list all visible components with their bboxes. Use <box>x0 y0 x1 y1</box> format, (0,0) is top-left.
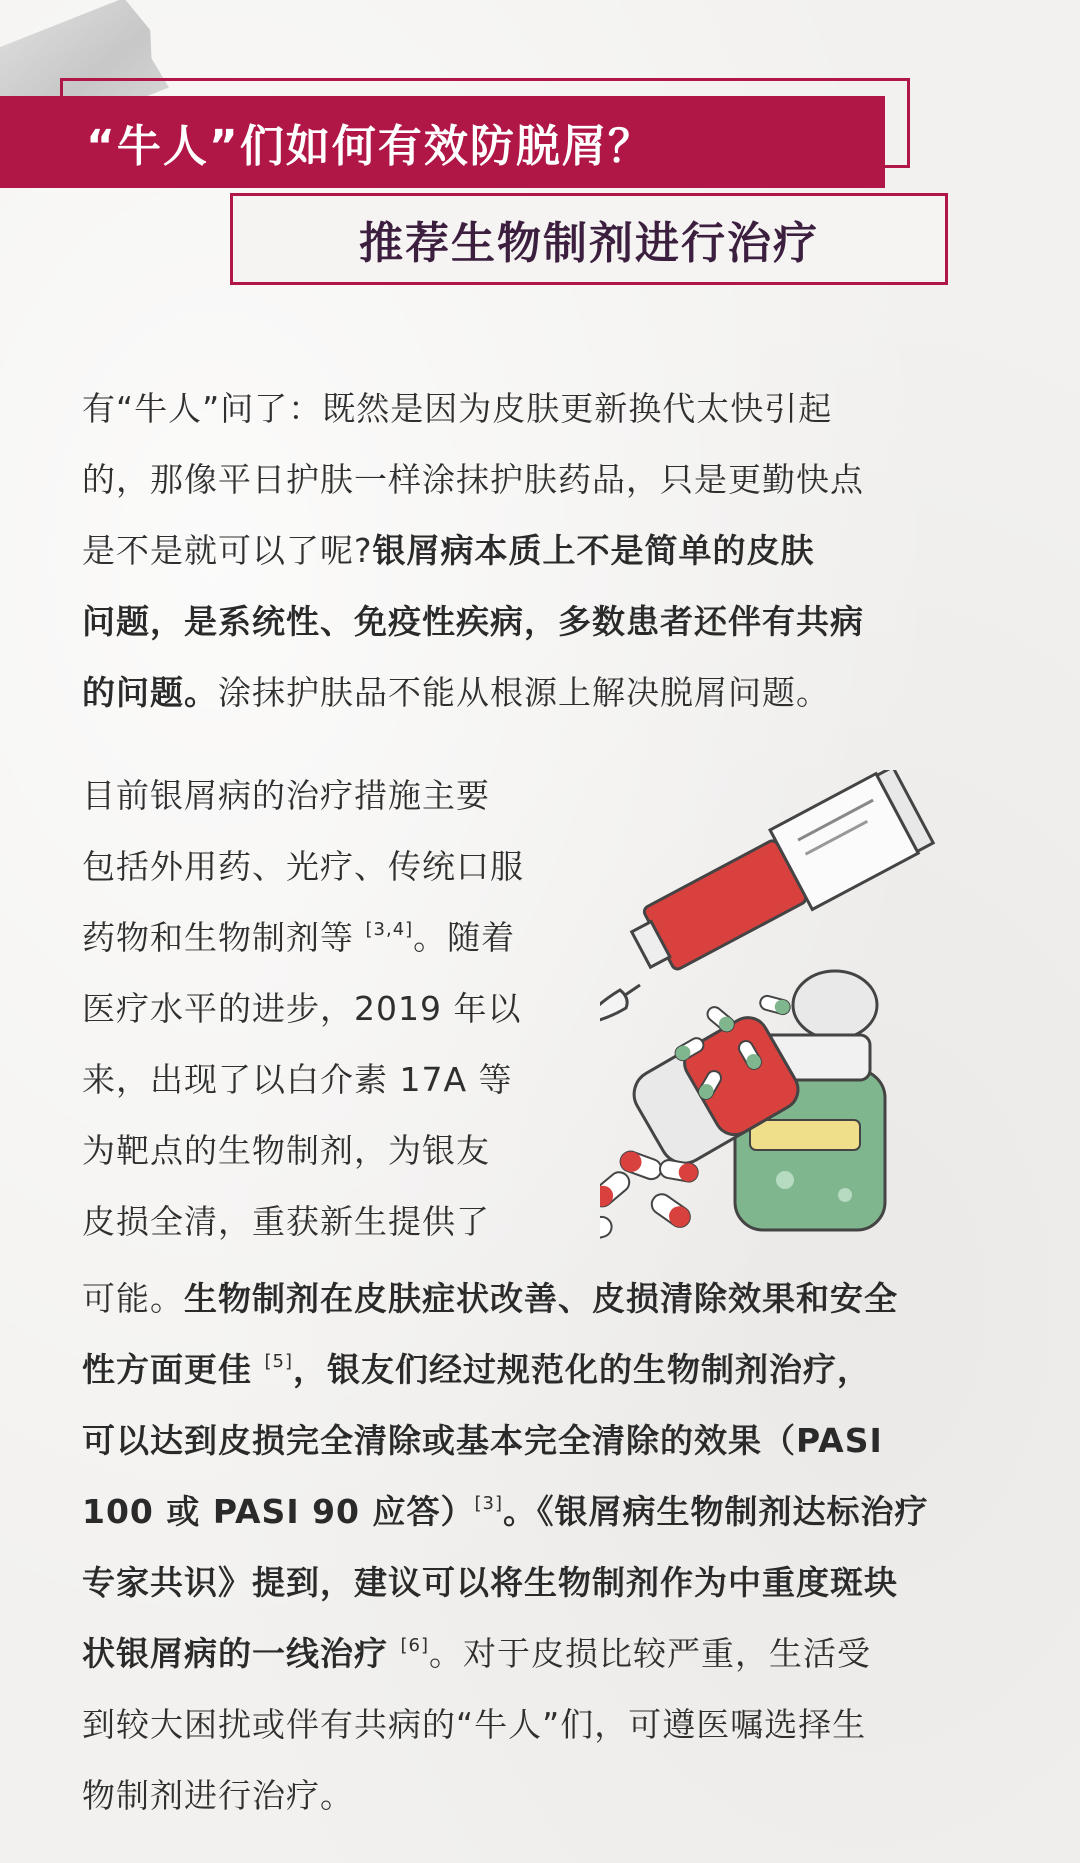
text-line: 皮损全清，重获新生提供了 <box>82 1202 490 1241</box>
text-line <box>82 1263 1012 1334</box>
bold-text: 生物制剂在皮肤症状改善、皮损清除效果和安全 <box>184 1279 898 1318</box>
page-title: “牛人”们如何有效防脱屑？ <box>86 121 654 172</box>
citation-ref: [6] <box>400 1635 429 1656</box>
text-span: 是不是就可以了呢? <box>82 531 373 570</box>
medicine-illustration <box>600 770 1000 1240</box>
text-line: 包括外用药、光疗、传统口服 <box>82 847 524 886</box>
page-subtitle: 推荐生物制剂进行治疗 <box>359 218 819 269</box>
bold-text: 。《银屑病生物制剂达标治疗 <box>503 1492 929 1531</box>
bold-text-line: 问题，是系统性、免疫性疾病，多数患者还伴有共病 <box>82 602 864 641</box>
text-line <box>82 1476 1012 1547</box>
citation-ref: [3] <box>474 1493 504 1514</box>
text-line <box>82 902 592 973</box>
citation-ref: [5] <box>264 1351 293 1372</box>
bold-text: ，银友们经过规范化的生物制剂治疗， <box>293 1350 871 1389</box>
bold-text: 银屑病本质上不是简单的皮肤 <box>372 531 815 570</box>
paragraph-biologics <box>82 1263 1012 1831</box>
bold-text-line: 专家共识》提到，建议可以将生物制剂作为中重度斑块 <box>82 1563 898 1602</box>
paragraph-intro <box>82 373 1012 728</box>
text-line: 物制剂进行治疗。 <box>82 1776 354 1815</box>
text-span: 。对于皮损比较严重，生活受 <box>429 1634 871 1673</box>
bold-text: 100 或 PASI 90 应答） <box>82 1492 475 1531</box>
text-span: 可能。 <box>82 1279 184 1318</box>
text-line: 医疗水平的进步，2019 年以 <box>82 989 522 1028</box>
text-line: 来，出现了以白介素 17A 等 <box>82 1060 513 1099</box>
text-span: 涂抹护肤品不能从根源上解决脱屑问题。 <box>218 673 830 712</box>
text-line: 的，那像平日护肤一样涂抹护肤药品，只是更勤快点 <box>82 460 864 499</box>
title-banner <box>0 96 885 188</box>
text-line: 到较大困扰或伴有共病的“牛人”们，可遵医嘱选择生 <box>82 1705 867 1744</box>
bold-text-line: 可以达到皮损完全清除或基本完全清除的效果（PASI <box>82 1421 883 1460</box>
text-line <box>82 515 1012 586</box>
paragraph-treatment <box>82 760 592 1257</box>
ointment-tube-icon <box>600 770 934 1025</box>
bold-text: 状银屑病的一线治疗 <box>82 1634 401 1673</box>
citation-ref: [3,4] <box>365 919 414 940</box>
text-line: 有“牛人”问了：既然是因为皮肤更新换代太快引起 <box>82 389 833 428</box>
bold-text: 性方面更佳 <box>82 1350 265 1389</box>
text-span: 。随着 <box>413 918 516 957</box>
capsule-pills-icon <box>600 1149 699 1240</box>
text-line: 为靶点的生物制剂，为银友 <box>82 1131 490 1170</box>
text-line <box>82 1334 1012 1405</box>
text-line: 目前银屑病的治疗措施主要 <box>82 776 490 815</box>
text-line <box>82 657 1012 728</box>
subtitle-banner <box>230 193 948 285</box>
bold-text: 的问题。 <box>82 673 218 712</box>
text-span: 药物和生物制剂等 <box>82 918 366 957</box>
text-line <box>82 1618 1012 1689</box>
bottle-cap-icon <box>793 971 877 1039</box>
